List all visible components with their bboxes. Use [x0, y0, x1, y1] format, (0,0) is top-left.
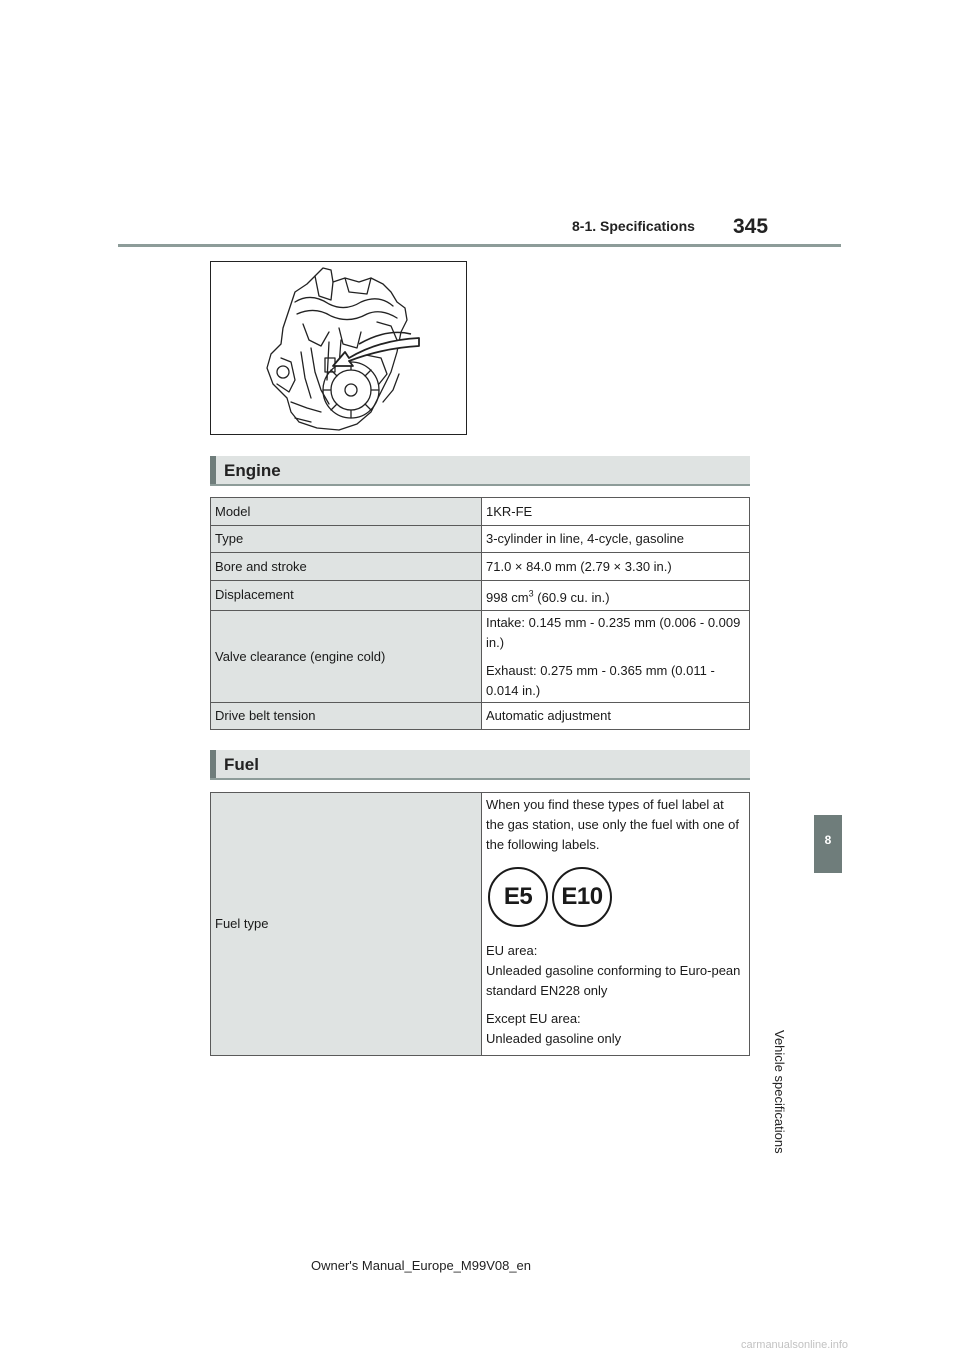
table-row: [211, 581, 750, 611]
engine-heading-text: Engine: [224, 461, 281, 480]
spec-label: Fuel type: [211, 793, 482, 1056]
displacement-imperial: (60.9 cu. in.): [533, 589, 610, 605]
spec-value: [482, 793, 750, 1056]
spec-value: Automatic adjustment: [482, 703, 750, 730]
spec-label: Type: [211, 526, 482, 553]
page-number: 345: [733, 215, 769, 238]
eu-fuel-note: [486, 941, 745, 1001]
engine-spec-table: [210, 497, 750, 730]
spec-label: Valve clearance (engine cold): [211, 611, 482, 703]
table-row: [211, 526, 750, 553]
engine-drawing: [211, 262, 466, 434]
spec-label: Displacement: [211, 581, 482, 611]
spec-value: [482, 581, 750, 611]
fuel-heading-text: Fuel: [224, 755, 259, 774]
intake-clearance: Intake: 0.145 mm - 0.235 mm (0.006 - 0.009 in.): [486, 614, 741, 650]
heading-accent-bar: [210, 456, 216, 484]
engine-illustration: [210, 261, 467, 435]
exhaust-clearance: Exhaust: 0.275 mm - 0.365 mm (0.011 - 0.014 in.): [486, 662, 715, 698]
spec-value: [482, 611, 750, 703]
non-eu-fuel-note: [486, 1009, 745, 1049]
table-row: [211, 553, 750, 581]
table-row: [211, 498, 750, 526]
fuel-intro: When you find these types of fuel label at the gas station, use only the fuel with one of the following labels.: [486, 797, 739, 852]
eu-title: EU area:: [486, 943, 538, 958]
non-eu-text: Unleaded gasoline only: [486, 1031, 622, 1046]
watermark: carmanualsonline.info: [741, 1339, 849, 1351]
spec-value: 3-cylinder in line, 4-cycle, gasoline: [482, 526, 750, 553]
table-row: [211, 703, 750, 730]
spec-value: 71.0 × 84.0 mm (2.79 × 3.30 in.): [482, 553, 750, 581]
non-eu-title: Except EU area:: [486, 1011, 581, 1026]
displacement-value: 998 cm: [486, 589, 529, 605]
heading-accent-bar: [210, 750, 216, 778]
manual-id: Owner's Manual_Europe_M99V08_en: [311, 1258, 532, 1273]
spec-value: 1KR-FE: [482, 498, 750, 526]
superscript: 3: [528, 588, 534, 599]
fuel-label-badges: [488, 867, 745, 927]
table-row: [211, 793, 750, 1056]
section-title: 8-1. Specifications: [572, 218, 695, 234]
fuel-section-heading: [210, 750, 750, 780]
eu-text: Unleaded gasoline conforming to Euro-pean standard EN228 only: [486, 963, 741, 998]
chapter-tab: [814, 815, 842, 873]
spec-label: Model: [211, 498, 482, 526]
engine-section-heading: [210, 456, 750, 486]
chapter-number: 8: [824, 833, 832, 847]
chapter-label: Vehicle specifications: [772, 1030, 787, 1154]
spec-label: Bore and stroke: [211, 553, 482, 581]
e10-fuel-label-icon: E10: [552, 867, 612, 927]
fuel-spec-table: [210, 792, 750, 1056]
spec-label: Drive belt tension: [211, 703, 482, 730]
header-rule: [118, 244, 841, 247]
e5-fuel-label-icon: E5: [488, 867, 548, 927]
table-row: [211, 611, 750, 703]
